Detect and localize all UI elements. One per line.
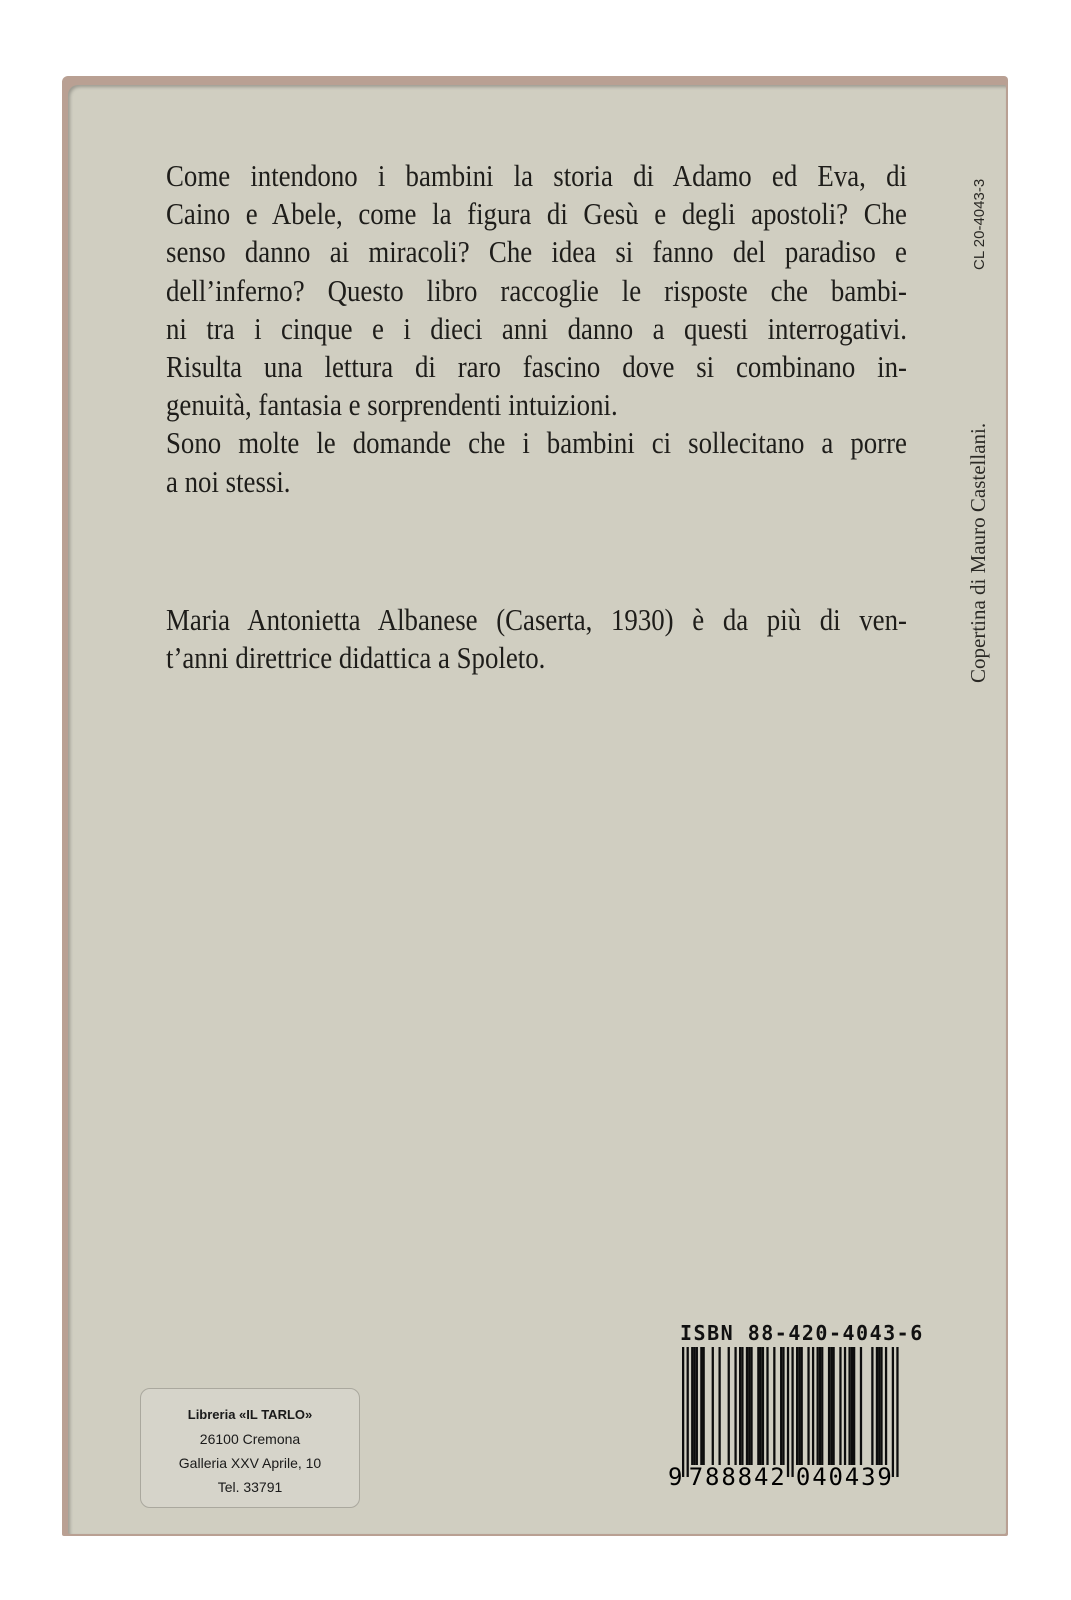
barcode-bar	[687, 1347, 689, 1477]
cover-credit: Copertina di Mauro Castellani.	[966, 422, 990, 683]
blurb-line: Come intendono i bambini la storia di Adamo ed Eva, di	[166, 159, 907, 193]
blurb-line: dell’inferno? Questo libro raccoglie le risposte che bambi-	[166, 273, 907, 308]
barcode-bar	[839, 1347, 841, 1465]
barcode-bar	[782, 1347, 784, 1465]
barcode-bar	[876, 1347, 878, 1465]
barcode-bar	[860, 1347, 862, 1465]
barcode-bar	[812, 1347, 814, 1465]
barcode-bar	[871, 1347, 873, 1465]
sticker-city: 26100 Cremona	[199, 1431, 301, 1447]
blurb-line: genuità, fantasia e sorprendenti intuizioni.	[166, 388, 618, 423]
barcode-bar	[880, 1347, 882, 1465]
barcode-digits: 040439	[795, 1463, 892, 1487]
barcode-bar	[832, 1347, 834, 1465]
barcode-bar	[801, 1347, 803, 1465]
barcode-bar	[791, 1347, 793, 1477]
barcode-bar	[807, 1347, 809, 1465]
barcode-bar	[739, 1347, 741, 1465]
barcode-bar	[853, 1347, 855, 1465]
barcode-bar	[830, 1347, 832, 1465]
author-bio	[166, 601, 907, 677]
isbn-label: ISBN 88-420-4043-6	[680, 1321, 924, 1345]
sticker-phone: Tel. 33791	[217, 1479, 283, 1495]
barcode-bar	[693, 1347, 695, 1465]
blurb-line: Risulta una lettura di raro fascino dove si combinano in-	[166, 350, 907, 385]
barcode-bar	[718, 1347, 720, 1465]
blurb-line: ni tra i cinque e i dieci anni danno a questi interrogativi.	[166, 311, 907, 346]
barcode-bar	[796, 1347, 798, 1465]
barcode-bar	[878, 1347, 880, 1465]
barcode-bar	[748, 1347, 750, 1465]
barcode-bar	[885, 1347, 887, 1465]
spine-code: CL 20-4043-3	[971, 178, 988, 270]
barcode-digits: 9	[668, 1463, 683, 1487]
barcode-bar	[741, 1347, 743, 1465]
bookshop-sticker	[140, 1388, 360, 1508]
barcode-bar	[819, 1347, 821, 1465]
barcode-bar	[780, 1347, 782, 1465]
barcode-bar	[746, 1347, 748, 1465]
barcode-bar	[773, 1347, 775, 1465]
barcode-bar	[712, 1347, 714, 1465]
barcode	[664, 1347, 904, 1487]
blurb-line: Caino e Abele, come la figura di Gesù e degli apostoli? Che	[166, 197, 907, 232]
barcode-bar	[691, 1347, 693, 1465]
barcode-bar	[828, 1347, 830, 1465]
author-line: Maria Antonietta Albanese (Caserta, 1930) è da più di ven-	[166, 603, 907, 637]
blurb-text	[166, 157, 907, 501]
barcode-bar	[757, 1347, 759, 1465]
barcode-bar	[821, 1347, 823, 1465]
barcode-bar	[728, 1347, 730, 1465]
barcode-bar	[762, 1347, 764, 1465]
blurb-line: a noi stessi.	[166, 464, 291, 499]
barcode-bar	[896, 1347, 898, 1477]
barcode-bar	[892, 1347, 894, 1477]
barcode-bar	[787, 1347, 789, 1477]
barcode-bar	[848, 1347, 850, 1465]
barcode-digits: 788842	[688, 1463, 785, 1487]
book-back-cover	[62, 76, 1008, 1536]
barcode-bar	[851, 1347, 853, 1465]
author-line: t’anni direttrice didattica a Spoleto.	[166, 641, 546, 676]
barcode-bar	[844, 1347, 846, 1465]
cover-surface	[68, 85, 1006, 1534]
barcode-bar	[700, 1347, 702, 1465]
blurb-line: Sono molte le domande che i bambini ci sollecitano a porre	[166, 426, 907, 461]
sticker-name: Libreria «IL TARLO»	[187, 1407, 313, 1422]
barcode-bar	[750, 1347, 752, 1465]
barcode-bar	[766, 1347, 768, 1465]
barcode-bar	[734, 1347, 736, 1465]
blurb-line: senso danno ai miracoli? Che idea si fanno del paradiso e	[166, 235, 907, 270]
barcode-bar	[817, 1347, 819, 1465]
barcode-bar	[760, 1347, 762, 1465]
barcode-bar	[696, 1347, 698, 1465]
sticker-address: Galleria XXV Aprile, 10	[178, 1455, 322, 1471]
barcode-bar	[798, 1347, 800, 1465]
barcode-bar	[682, 1347, 684, 1477]
barcode-bar	[703, 1347, 705, 1465]
